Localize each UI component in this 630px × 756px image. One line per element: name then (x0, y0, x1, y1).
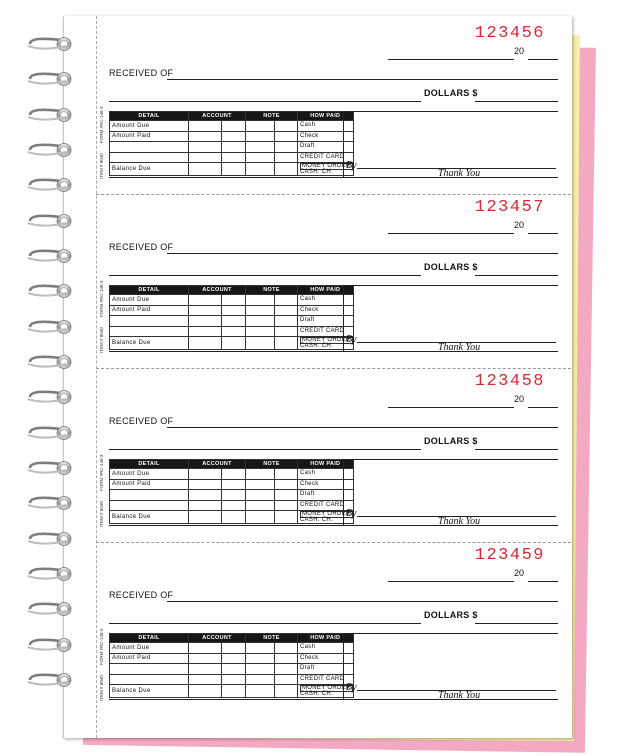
note-cell-a[interactable] (246, 511, 275, 524)
year-field[interactable] (528, 395, 558, 408)
header-how-paid: HOW PAID (298, 460, 354, 469)
receipt-form (96, 191, 571, 363)
detail-cell (110, 674, 189, 685)
note-cell-a[interactable] (246, 142, 275, 153)
year-field[interactable] (528, 221, 558, 234)
payment-table (109, 285, 354, 350)
account-cell-a[interactable] (189, 326, 222, 337)
note-cell-b[interactable] (275, 337, 298, 350)
pay-check[interactable]: Check (298, 479, 354, 490)
money-order-label: MONEY ORDER (302, 511, 351, 517)
pay-money-order[interactable] (298, 511, 354, 524)
item-code: ITEM # 8040 (99, 675, 104, 701)
item-code: ITEM # 8040 (99, 153, 104, 179)
note-cell-b[interactable] (275, 664, 298, 675)
note-cell-a[interactable] (246, 152, 275, 163)
amount-words-field[interactable] (109, 611, 421, 624)
pay-draft[interactable]: Draft (298, 142, 354, 153)
year-prefix: 20 (514, 568, 525, 578)
receipt-bottom-rule (109, 177, 558, 178)
money-order-label: MONEY ORDER (302, 685, 351, 691)
table-header-row (110, 634, 354, 643)
receipt-form (96, 17, 571, 189)
account-cell-a[interactable] (189, 500, 222, 511)
dollars-amount-field[interactable] (475, 89, 558, 102)
account-cell-b[interactable] (222, 674, 246, 685)
dollars-amount-field[interactable] (475, 611, 558, 624)
account-cell-a[interactable] (189, 295, 222, 306)
by-label: By (346, 160, 357, 171)
note-cell-a[interactable] (246, 316, 275, 327)
item-code: ITEM # 8040 (99, 327, 104, 353)
year-field[interactable] (528, 47, 558, 60)
table-header-row (110, 460, 354, 469)
note-cell-b[interactable] (275, 326, 298, 337)
item-code: ITEM # 8040 (99, 501, 104, 527)
thank-you-text: Thank You (438, 516, 481, 527)
signature-box-top (343, 111, 558, 112)
detail-cell (110, 316, 189, 327)
dollars-amount-field[interactable] (475, 437, 558, 450)
table-row (110, 163, 354, 176)
spiral-coil-icon (0, 348, 100, 384)
spiral-coil-icon (0, 631, 100, 667)
received-of-field[interactable] (167, 243, 558, 254)
note-cell-a[interactable] (246, 500, 275, 511)
pay-check[interactable]: Check (298, 131, 354, 142)
spiral-coil-icon (0, 136, 100, 172)
note-cell-a[interactable] (246, 653, 275, 664)
spiral-coil-icon (0, 419, 100, 455)
spiral-coil-icon (0, 489, 100, 525)
signature-box-top (343, 633, 558, 634)
pay-draft[interactable]: Draft (298, 490, 354, 501)
cash-ch-label: CASH. CH. (300, 691, 334, 697)
dollars-amount-field[interactable] (475, 263, 558, 276)
table-row (110, 142, 354, 153)
pay-check[interactable]: Check (298, 653, 354, 664)
note-cell-b[interactable] (275, 479, 298, 490)
note-cell-b[interactable] (275, 643, 298, 654)
account-cell-b[interactable] (222, 295, 246, 306)
cash-ch-label: CASH. CH. (300, 169, 334, 175)
account-cell-b[interactable] (222, 326, 246, 337)
account-cell-a[interactable] (189, 152, 222, 163)
dollars-label: DOLLARS $ (424, 88, 478, 98)
note-cell-a[interactable] (246, 131, 275, 142)
detail-cell: Amount Due (110, 643, 189, 654)
receipt-form (96, 539, 571, 711)
received-of-field[interactable] (167, 69, 558, 80)
spiral-coil-icon (0, 454, 100, 490)
header-how-paid: HOW PAID (298, 634, 354, 643)
account-cell-a[interactable] (189, 469, 222, 480)
spiral-coil-icon (0, 313, 100, 349)
money-order-label: MONEY ORDER (302, 163, 351, 169)
table-header-row (110, 286, 354, 295)
pay-money-order[interactable] (298, 337, 354, 350)
table-row (110, 337, 354, 350)
account-cell-a[interactable] (189, 337, 222, 350)
note-cell-b[interactable] (275, 316, 298, 327)
note-cell-a[interactable] (246, 337, 275, 350)
receipt-bottom-rule (109, 699, 558, 700)
detail-cell: Amount Due (110, 121, 189, 132)
note-cell-b[interactable] (275, 490, 298, 501)
table-row (110, 469, 354, 480)
dollars-label: DOLLARS $ (424, 262, 478, 272)
detail-cell: Amount Paid (110, 653, 189, 664)
amount-words-field[interactable] (109, 89, 421, 102)
detail-cell: Balance Due (110, 685, 189, 698)
pay-draft[interactable]: Draft (298, 664, 354, 675)
detail-cell: Amount Paid (110, 131, 189, 142)
table-row (110, 316, 354, 327)
pay-cash[interactable]: Cash (298, 121, 354, 132)
account-cell-b[interactable] (222, 500, 246, 511)
detail-cell: Amount Paid (110, 305, 189, 316)
detail-cell: Balance Due (110, 511, 189, 524)
year-prefix: 20 (514, 46, 525, 56)
account-cell-a[interactable] (189, 142, 222, 153)
account-cell-a[interactable] (189, 511, 222, 524)
payment-table (109, 111, 354, 176)
received-of-label: RECEIVED OF (109, 416, 174, 426)
dollars-label: DOLLARS $ (424, 610, 478, 620)
signature-box-left (343, 633, 344, 699)
form-code: FORM #RC-148-3 (99, 628, 104, 665)
detail-cell: Balance Due (110, 163, 189, 176)
detail-cell: Amount Paid (110, 479, 189, 490)
account-cell-b[interactable] (222, 337, 246, 350)
account-cell-b[interactable] (222, 121, 246, 132)
year-prefix: 20 (514, 394, 525, 404)
note-cell-a[interactable] (246, 479, 275, 490)
account-cell-a[interactable] (189, 479, 222, 490)
header-account: ACCOUNT (189, 112, 246, 121)
account-cell-a[interactable] (189, 685, 222, 698)
pay-money-order[interactable] (298, 163, 354, 176)
spiral-coil-icon (0, 595, 100, 631)
receipt-form (96, 365, 571, 537)
account-cell-b[interactable] (222, 490, 246, 501)
account-cell-b[interactable] (222, 142, 246, 153)
cash-ch-label: CASH. CH. (300, 517, 334, 523)
header-note: NOTE (246, 634, 298, 643)
received-of-field[interactable] (167, 591, 558, 602)
form-code: FORM #RC-148-3 (99, 454, 104, 491)
note-cell-b[interactable] (275, 295, 298, 306)
table-row (110, 500, 354, 511)
date-field[interactable] (388, 221, 514, 234)
note-cell-a[interactable] (246, 326, 275, 337)
signature-box-left (343, 459, 344, 525)
receipt-number: 123459 (474, 546, 545, 565)
note-cell-a[interactable] (246, 305, 275, 316)
note-cell-b[interactable] (275, 674, 298, 685)
note-cell-a[interactable] (246, 295, 275, 306)
money-order-label: MONEY ORDER (302, 337, 351, 343)
detail-cell: Balance Due (110, 337, 189, 350)
table-row (110, 674, 354, 685)
thank-you-text: Thank You (438, 342, 481, 353)
account-cell-a[interactable] (189, 643, 222, 654)
header-note: NOTE (246, 460, 298, 469)
table-header-row (110, 112, 354, 121)
account-cell-b[interactable] (222, 305, 246, 316)
spiral-coil-icon (0, 525, 100, 561)
table-row (110, 490, 354, 501)
amount-words-field[interactable] (109, 263, 421, 276)
header-note: NOTE (246, 112, 298, 121)
note-cell-a[interactable] (246, 643, 275, 654)
pay-cash[interactable]: Cash (298, 295, 354, 306)
table-row (110, 685, 354, 698)
spiral-coil-icon (0, 383, 100, 419)
spiral-coil-icon (0, 101, 100, 137)
receipt-number: 123457 (474, 198, 545, 217)
spiral-coil-icon (0, 65, 100, 101)
account-cell-a[interactable] (189, 163, 222, 176)
spiral-coil-icon (0, 30, 100, 66)
signature-box-top (343, 459, 558, 460)
received-of-field[interactable] (167, 417, 558, 428)
account-cell-b[interactable] (222, 685, 246, 698)
spiral-coil-icon (0, 207, 100, 243)
header-note: NOTE (246, 286, 298, 295)
account-cell-b[interactable] (222, 469, 246, 480)
detail-cell (110, 152, 189, 163)
date-field[interactable] (388, 569, 514, 582)
receipt-bottom-rule (109, 525, 558, 526)
table-row (110, 326, 354, 337)
detail-cell (110, 326, 189, 337)
spiral-coil-icon (0, 560, 100, 596)
pay-check[interactable]: Check (298, 305, 354, 316)
note-cell-b[interactable] (275, 685, 298, 698)
detail-cell: Amount Due (110, 295, 189, 306)
dollars-label: DOLLARS $ (424, 436, 478, 446)
pay-cash[interactable]: Cash (298, 643, 354, 654)
detail-cell (110, 500, 189, 511)
account-cell-a[interactable] (189, 121, 222, 132)
table-row (110, 121, 354, 132)
account-cell-b[interactable] (222, 152, 246, 163)
account-cell-b[interactable] (222, 653, 246, 664)
spiral-coil-icon (0, 277, 100, 313)
table-row (110, 479, 354, 490)
received-of-label: RECEIVED OF (109, 242, 174, 252)
note-cell-a[interactable] (246, 163, 275, 176)
table-row (110, 653, 354, 664)
note-cell-a[interactable] (246, 490, 275, 501)
account-cell-b[interactable] (222, 131, 246, 142)
note-cell-b[interactable] (275, 653, 298, 664)
account-cell-b[interactable] (222, 479, 246, 490)
header-account: ACCOUNT (189, 634, 246, 643)
account-cell-a[interactable] (189, 131, 222, 142)
pay-credit-card[interactable]: CREDIT CARD (298, 674, 354, 685)
account-cell-b[interactable] (222, 163, 246, 176)
table-row (110, 511, 354, 524)
account-cell-a[interactable] (189, 674, 222, 685)
form-code: FORM #RC-148-3 (99, 280, 104, 317)
header-account: ACCOUNT (189, 286, 246, 295)
account-cell-b[interactable] (222, 511, 246, 524)
header-detail: DETAIL (110, 634, 189, 643)
thank-you-text: Thank You (438, 690, 481, 701)
header-how-paid: HOW PAID (298, 286, 354, 295)
receipt-number: 123456 (474, 24, 545, 43)
signature-box-left (343, 285, 344, 351)
detail-cell (110, 142, 189, 153)
note-cell-a[interactable] (246, 469, 275, 480)
note-cell-b[interactable] (275, 131, 298, 142)
receipt-bottom-rule (109, 351, 558, 352)
spiral-coil-icon (0, 666, 100, 702)
header-how-paid: HOW PAID (298, 112, 354, 121)
form-code: FORM #RC-148-3 (99, 106, 104, 143)
detail-cell: Amount Due (110, 469, 189, 480)
pay-money-order[interactable] (298, 685, 354, 698)
received-of-label: RECEIVED OF (109, 68, 174, 78)
header-detail: DETAIL (110, 286, 189, 295)
pay-credit-card[interactable]: CREDIT CARD (298, 152, 354, 163)
account-cell-a[interactable] (189, 664, 222, 675)
note-cell-b[interactable] (275, 511, 298, 524)
date-field[interactable] (388, 395, 514, 408)
table-row (110, 643, 354, 654)
payment-table (109, 633, 354, 698)
header-detail: DETAIL (110, 112, 189, 121)
account-cell-a[interactable] (189, 305, 222, 316)
table-row (110, 152, 354, 163)
detail-cell (110, 490, 189, 501)
spiral-coil-icon (0, 171, 100, 207)
table-row (110, 664, 354, 675)
note-cell-b[interactable] (275, 163, 298, 176)
year-field[interactable] (528, 569, 558, 582)
note-cell-b[interactable] (275, 142, 298, 153)
pay-cash[interactable]: Cash (298, 469, 354, 480)
table-row (110, 131, 354, 142)
signature-box-top (343, 285, 558, 286)
amount-words-field[interactable] (109, 437, 421, 450)
account-cell-a[interactable] (189, 490, 222, 501)
account-cell-b[interactable] (222, 643, 246, 654)
spiral-coil-icon (0, 242, 100, 278)
note-cell-b[interactable] (275, 121, 298, 132)
table-row (110, 305, 354, 316)
account-cell-b[interactable] (222, 664, 246, 675)
pay-credit-card[interactable]: CREDIT CARD (298, 326, 354, 337)
date-field[interactable] (388, 47, 514, 60)
cash-ch-label: CASH. CH. (300, 343, 334, 349)
signature-box-left (343, 111, 344, 177)
by-label: By (346, 508, 357, 519)
note-cell-b[interactable] (275, 500, 298, 511)
receipt-number: 123458 (474, 372, 545, 391)
account-cell-a[interactable] (189, 653, 222, 664)
note-cell-a[interactable] (246, 664, 275, 675)
note-cell-a[interactable] (246, 121, 275, 132)
by-label: By (346, 334, 357, 345)
note-cell-b[interactable] (275, 152, 298, 163)
payment-table (109, 459, 354, 524)
pay-draft[interactable]: Draft (298, 316, 354, 327)
year-prefix: 20 (514, 220, 525, 230)
note-cell-b[interactable] (275, 469, 298, 480)
header-detail: DETAIL (110, 460, 189, 469)
detail-cell (110, 664, 189, 675)
note-cell-a[interactable] (246, 685, 275, 698)
note-cell-a[interactable] (246, 674, 275, 685)
account-cell-a[interactable] (189, 316, 222, 327)
pay-credit-card[interactable]: CREDIT CARD (298, 500, 354, 511)
note-cell-b[interactable] (275, 305, 298, 316)
header-account: ACCOUNT (189, 460, 246, 469)
received-of-label: RECEIVED OF (109, 590, 174, 600)
account-cell-b[interactable] (222, 316, 246, 327)
by-label: By (346, 682, 357, 693)
table-row (110, 295, 354, 306)
thank-you-text: Thank You (438, 168, 481, 179)
